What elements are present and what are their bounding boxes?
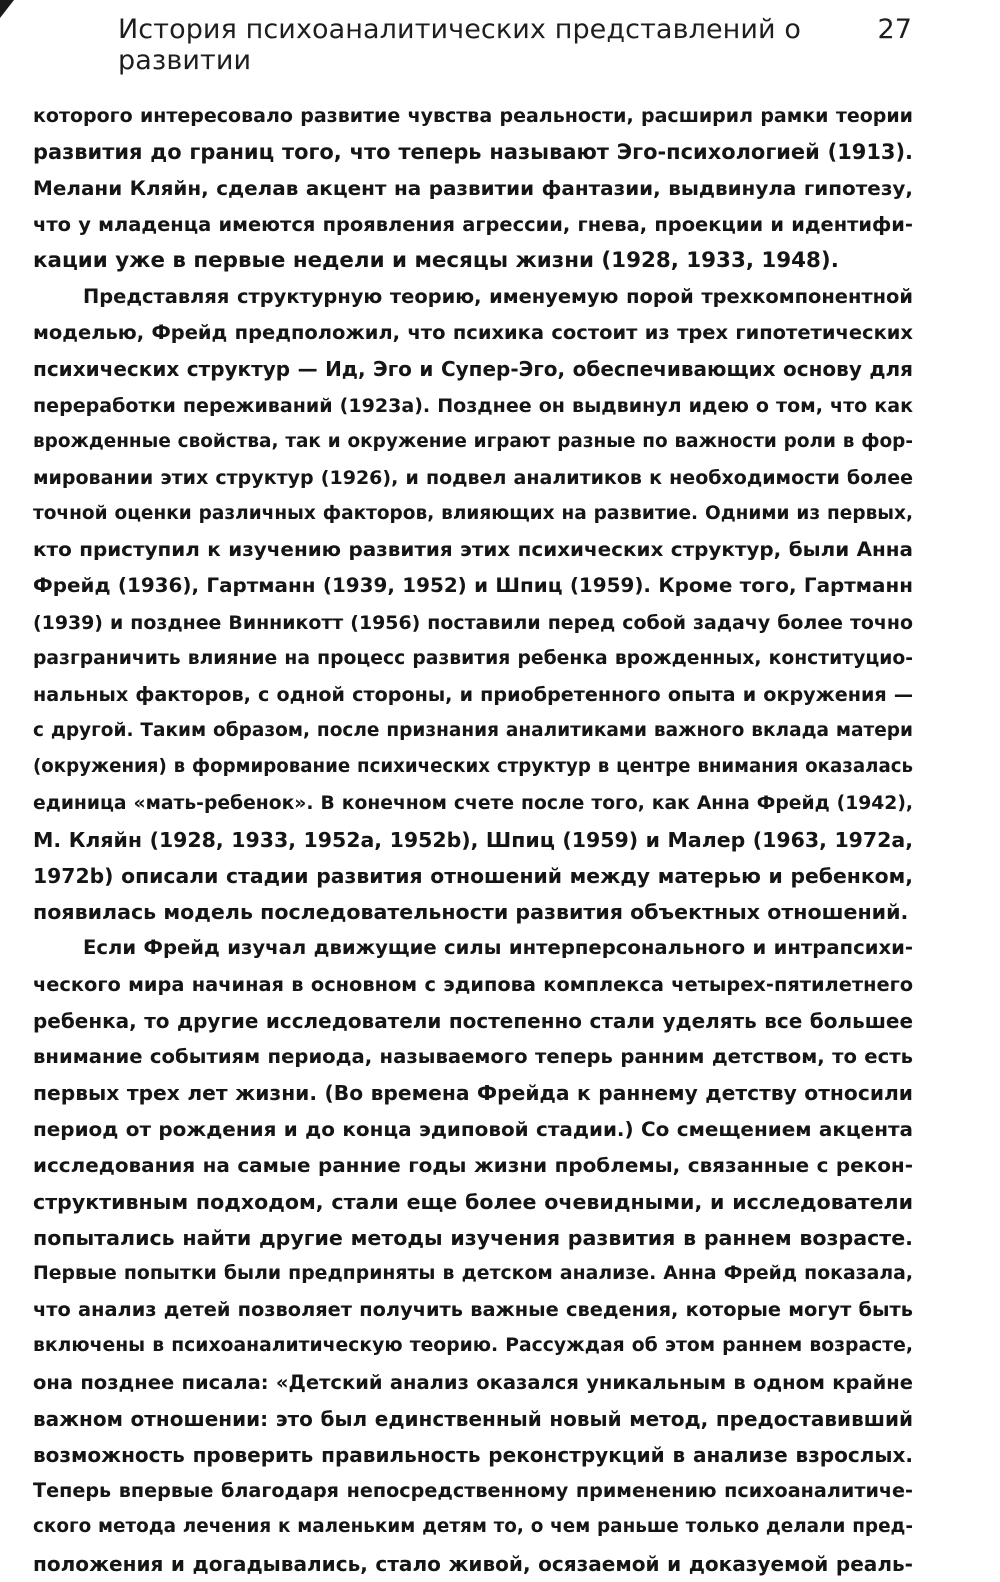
body-text [33,98,913,1582]
text-line: внимание событиям периода, называемого теперь ранним детством, то есть [33,1044,913,1068]
text-line: врожденные свойства, так и окружение играют разные по важности роли в фор- [33,430,913,452]
text-line: разграничить влияние на процесс развития ребенка врожденных, конституцио- [33,647,913,669]
text-line: переработки переживаний (1923a). Позднее он выдвинул идею о том, что как [33,394,913,417]
text-line: кто приступил к изучению развития этих психических структур, были Анна [33,538,913,562]
text-line: попытались найти другие методы изучения развития в раннем возрасте. [33,1225,913,1250]
text-line: первых трех лет жизни. (Во времена Фрейда к раннему детству относили [33,1081,913,1106]
text-line: Фрейд (1936), Гартманн (1939, 1952) и Шпиц (1959). Кроме того, Гартманн [33,574,913,598]
text-line: ческого мира начиная в основном с эдипова комплекса четырех-пятилетнего [33,972,913,996]
text-line: нальных факторов, с одной стороны, и приобретенного опыта и окружения — [33,683,913,706]
text-line: 1972b) описали стадии развития отношений между матерью и ребенком, [33,863,913,888]
text-line: моделью, Фрейд предположил, что психика состоит из трех гипотетических [33,321,913,345]
paragraph [33,279,913,930]
text-line: с другой. Таким образом, после признания аналитиками важного вклада матери [33,720,913,742]
text-line: которого интересовало развитие чувства реальности, расширил рамки теории [33,105,913,127]
text-line: исследования на самые ранние годы жизни проблемы, связанные с рекон- [33,1153,913,1178]
text-line: она позднее писала: «Детский анализ оказался уникальным в одном крайне [33,1370,913,1394]
text-line: мировании этих структур (1926), и подвел аналитиков к необходимости более [33,466,913,489]
text-line: появилась модель последовательности развития объектных отношений. [33,900,909,925]
text-line: точной оценки различных факторов, влияющих на развитие. Одними из первых, [33,503,913,525]
text-line: Представляя структурную теорию, именуемую порой трехкомпонентной [83,284,913,308]
text-line: единица «мать-ребенок». В конечном счете после того, как Анна Фрейд (1942), [33,792,913,814]
text-line: М. Кляйн (1928, 1933, 1952a, 1952b), Шпиц (1959) и Малер (1963, 1972a, [33,827,913,852]
text-line: положения и догадывались, стало живой, осязаемой и доказуемой реаль- [33,1551,913,1576]
text-line: Первые попытки были предприняты в детском анализе. Анна Фрейд показала, [33,1263,913,1284]
text-line: что у младенца имеются проявления агрессии, гнева, проекции и идентифи- [33,212,913,236]
text-line: ского метода лечения к маленьким детям то, о чем раньше только делали пред- [33,1516,913,1538]
text-line: Теперь впервые благодаря непосредственному применению психоаналитиче- [33,1479,913,1503]
text-line: Мелани Кляйн, сделав акцент на развитии фантазии, выдвинула гипотезу, [33,176,913,201]
running-title: История психоаналитических представлений о развитии [118,14,802,76]
text-line: (1939) и позднее Винникотт (1956) поставили перед собой задачу более точно [33,611,913,634]
paragraph [33,98,913,279]
text-line: возможность проверить правильность реконструкций в анализе взрослых. [33,1442,913,1467]
text-line: развития до границ того, что теперь называют Эго-психологией (1913). [33,140,913,165]
page-corner-mark [0,0,14,18]
text-line: ребенка, то другие исследователи постепенно стали уделять все большее [33,1008,913,1033]
text-line: включены в психоаналитическую теорию. Рассуждая об этом раннем возрасте, [33,1335,913,1357]
text-line: структивным подходом, стали еще более очевидными, и исследователи [33,1189,913,1214]
text-line: (окружения) в формирование психических структур в центре внимания оказалась [33,756,913,778]
text-line: период от рождения и до конца эдиповой стадии.) Со смещением акцента [33,1117,913,1142]
text-line: кации уже в первые недели и месяцы жизни (1928, 1933, 1948). [33,247,839,273]
text-line: важном отношении: это был единственный новый метод, предоставивший [33,1406,913,1431]
text-line: психических структур — Ид, Эго и Супер-Эго, обеспечивающих основу для [33,357,913,382]
text-line: Если Фрейд изучал движущие силы интерперсонального и интрапсихи- [83,936,913,960]
page-number: 27 [877,14,912,45]
text-line: что анализ детей позволяет получить важные сведения, которые могут быть [33,1298,913,1322]
paragraph [33,930,913,1581]
running-head [118,14,912,76]
